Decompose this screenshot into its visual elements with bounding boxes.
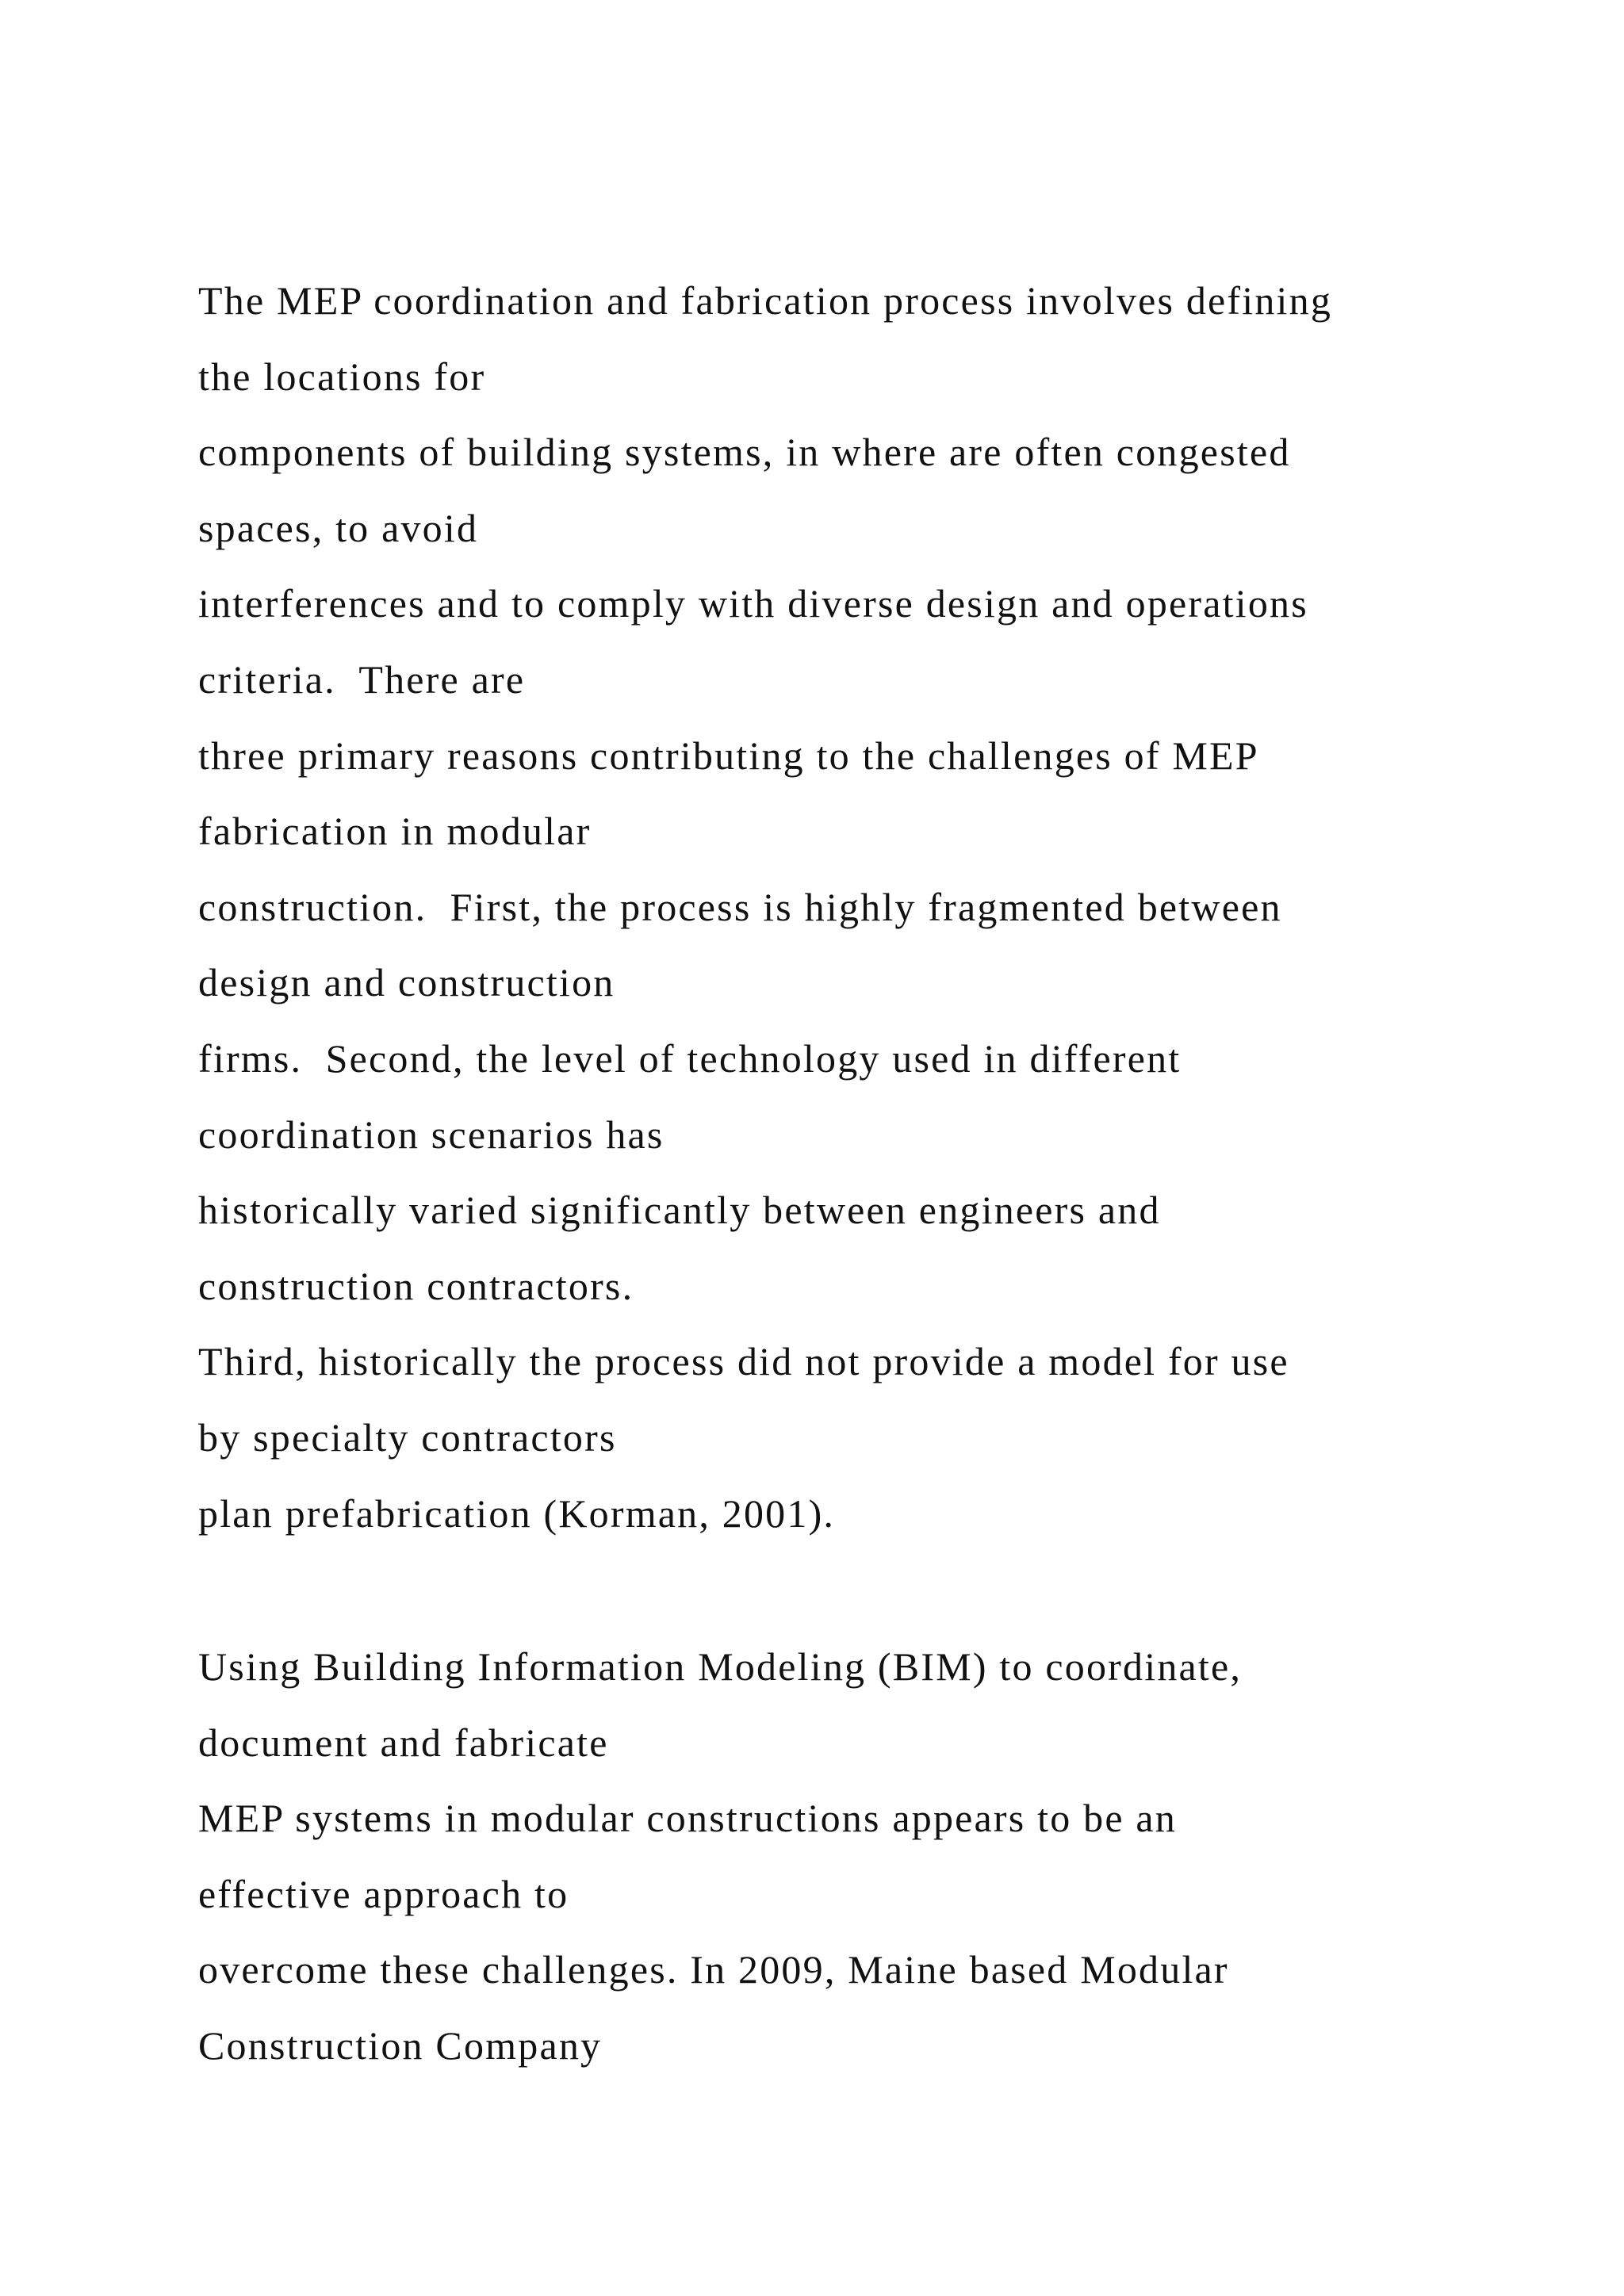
text-line: Third, historically the process did not provide a model for use (198, 1339, 1289, 1384)
text-line: components of building systems, in where are often congested (198, 430, 1291, 475)
text-line: Using Building Information Modeling (BIM) to coordinate, (198, 1644, 1243, 1689)
text-line: overcome these challenges. In 2009, Maine based Modular (198, 1947, 1229, 1992)
text-line: construction contractors. (198, 1263, 634, 1308)
text-line: by specialty contractors (198, 1414, 617, 1460)
paragraph-2 (198, 1629, 1546, 2084)
text-line: MEP systems in modular constructions appears to be an (198, 1796, 1178, 1841)
text-line: fabrication in modular (198, 809, 592, 854)
text-line: spaces, to avoid (198, 505, 479, 550)
text-line: firms. Second, the level of technology used in different (198, 1035, 1182, 1081)
text-line: interferences and to comply with diverse design and operations (198, 581, 1308, 626)
text-line: construction. First, the process is highly fragmented between (198, 884, 1282, 929)
text-line: coordination scenarios has (198, 1112, 665, 1157)
text-line: effective approach to (198, 1871, 569, 1916)
text-line: the locations for (198, 354, 486, 399)
text-line: three primary reasons contributing to the challenges of MEP (198, 733, 1259, 778)
text-line: Construction Company (198, 2022, 603, 2068)
text-line: criteria. There are (198, 656, 526, 702)
text-line: The MEP coordination and fabrication process involves defining (198, 278, 1333, 323)
text-line: design and construction (198, 960, 615, 1005)
text-line: document and fabricate (198, 1720, 609, 1765)
paragraph-1 (198, 263, 1546, 1552)
text-line: plan prefabrication (Korman, 2001). (198, 1490, 836, 1536)
text-line: historically varied significantly between engineers and (198, 1188, 1161, 1233)
